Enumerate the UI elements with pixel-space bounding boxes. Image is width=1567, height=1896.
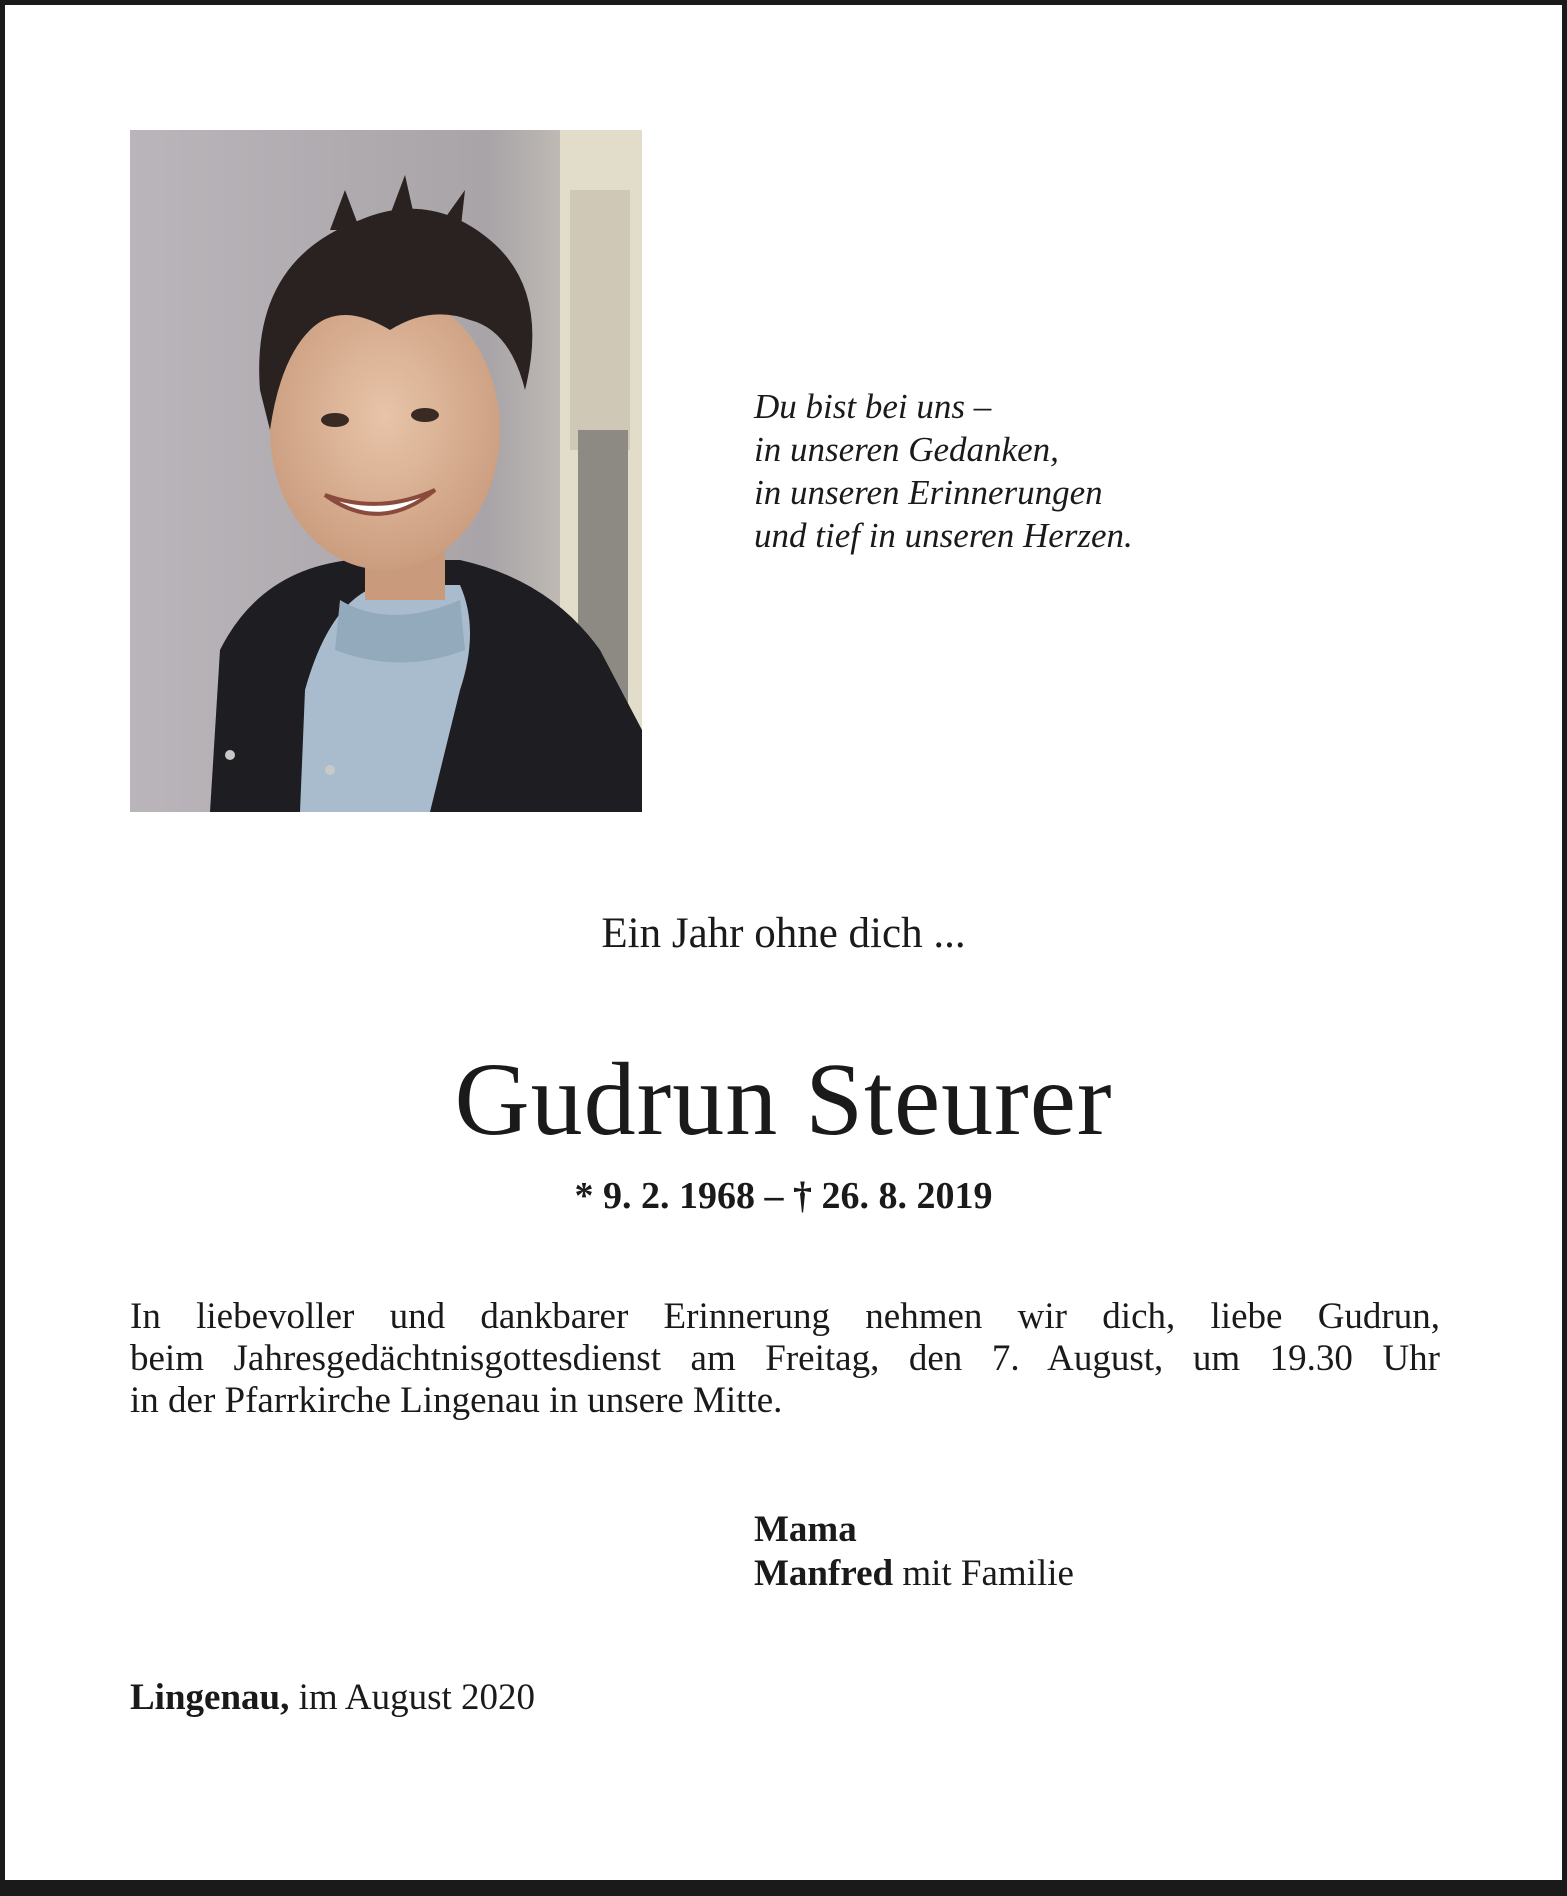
quote-line: Du bist bei uns – (754, 387, 992, 426)
memorial-text-line: in der Pfarrkirche Lingenau in unsere Mitte. (130, 1380, 783, 1421)
quote (754, 385, 1314, 557)
signer-line (754, 1508, 1074, 1552)
intro-text: Ein Jahr ohne dich ... (601, 910, 966, 957)
place-name: Lingenau, (130, 1677, 290, 1718)
deceased-name: Gudrun Steurer (454, 1042, 1113, 1157)
signer-mama: Mama (754, 1509, 857, 1550)
signer-line (754, 1552, 1074, 1596)
memorial-text-line: In liebevoller und dankbarer Erinnerung nehmen wir dich, liebe Gudrun, (130, 1296, 1440, 1337)
memorial-text-line: beim Jahresgedächtnisgottesdienst am Freitag, den 7. August, um 19.30 Uhr (130, 1338, 1440, 1379)
signer-manfred: Manfred (754, 1553, 894, 1594)
quote-line: und tief in unseren Herzen. (754, 516, 1133, 555)
signers (754, 1508, 1074, 1596)
memorial-text (130, 1296, 1440, 1422)
quote-line: in unseren Gedanken, (754, 430, 1059, 469)
quote-line: in unseren Erinnerungen (754, 473, 1103, 512)
place-date (130, 1676, 535, 1720)
signer-family: mit Familie (893, 1553, 1074, 1594)
life-dates: * 9. 2. 1968 – † 26. 8. 2019 (574, 1175, 993, 1217)
portrait-photo-icon (130, 130, 642, 812)
portrait-photo (130, 130, 642, 812)
place-date-text: im August 2020 (289, 1677, 536, 1718)
